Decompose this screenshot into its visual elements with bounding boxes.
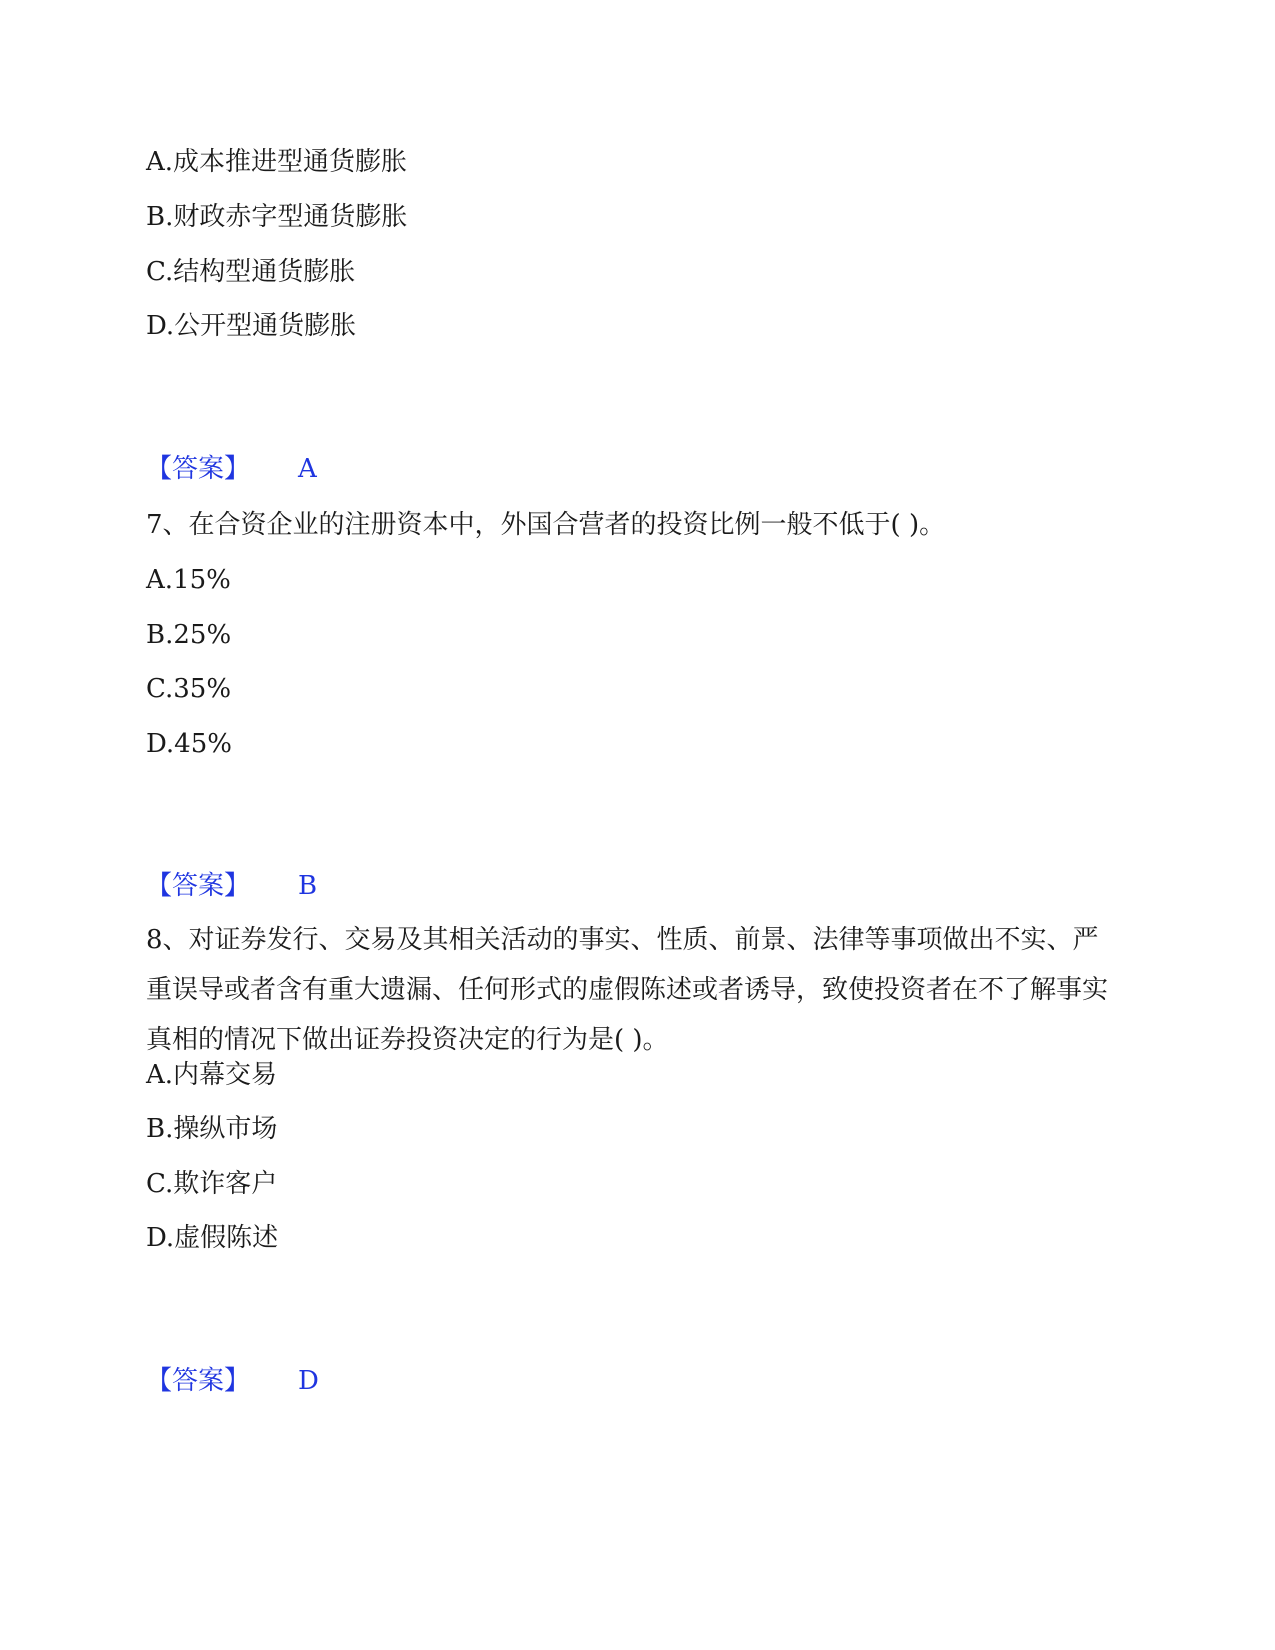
q8-option-d: D.虚假陈述 [146, 1223, 279, 1253]
q7-option-c: C.35% [146, 674, 232, 704]
q7-answer-label: 【答案】 [146, 871, 251, 901]
q8-option-a: A.内幕交易 [146, 1060, 278, 1090]
q6-option-b: B.财政赤字型通货膨胀 [146, 202, 408, 232]
q6-answer-label: 【答案】 [146, 454, 251, 484]
q7-option-d: D.45% [146, 729, 232, 759]
q8-answer-label: 【答案】 [146, 1366, 251, 1396]
q6-option-c: C.结构型通货膨胀 [146, 257, 356, 287]
q6-option-d: D.公开型通货膨胀 [146, 311, 357, 341]
q7-answer [146, 870, 317, 902]
q8-question-text: 8、对证券发行、交易及其相关活动的事实、性质、前景、法律等事项做出不实、严重误导或者含有重大遗漏、任何形式的虚假陈述或者诱导，致使投资者在不了解事实真相的情况下做出证券投资决定的行为是( )。 [146, 925, 1109, 1055]
q6-answer-value: A [298, 454, 317, 484]
q7-answer-value: B [298, 871, 318, 901]
q6-option-a: A.成本推进型通货膨胀 [146, 147, 408, 177]
q8-option-c: C.欺诈客户 [146, 1169, 278, 1199]
q8-option-b: B.操纵市场 [146, 1114, 278, 1144]
q6-answer [146, 453, 317, 485]
q8-answer [146, 1365, 319, 1397]
q7-question-text: 7、在合资企业的注册资本中，外国合营者的投资比例一般不低于( )。 [146, 510, 946, 540]
q8-answer-value: D [298, 1366, 319, 1396]
q7-option-a: A.15% [146, 565, 231, 595]
q7-option-b: B.25% [146, 620, 232, 650]
